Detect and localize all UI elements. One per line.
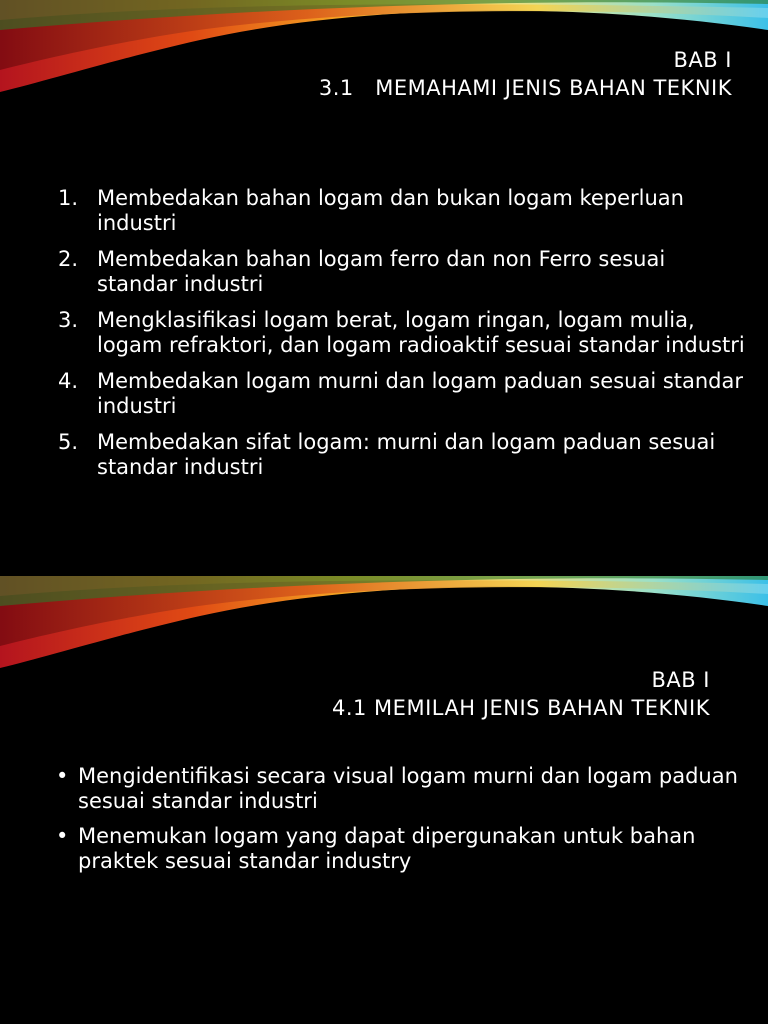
list-item — [56, 824, 746, 874]
list-text: Mengidentifikasi secara visual logam murni dan logam paduan sesuai standar industri — [78, 764, 738, 813]
list-item — [56, 764, 746, 814]
list-item — [50, 247, 750, 297]
competency-list — [50, 186, 750, 491]
slide-2 — [0, 576, 768, 1024]
decorative-swoosh — [0, 576, 768, 676]
list-number: 3. — [58, 308, 79, 332]
slide-1-title: 3.1 MEMAHAMI JENIS BAHAN TEKNIK — [318, 76, 732, 100]
bullet-icon: • — [56, 824, 69, 848]
slide-2-chapter: BAB I — [651, 668, 710, 692]
list-number: 1. — [58, 186, 79, 210]
bullet-list — [56, 764, 746, 884]
list-text: Membedakan bahan logam ferro dan non Ferro sesuai standar industri — [97, 247, 666, 296]
slide-2-heading — [332, 666, 710, 722]
list-text: Menemukan logam yang dapat dipergunakan untuk bahan praktek sesuai standar industry — [78, 824, 696, 873]
list-number: 4. — [58, 369, 79, 393]
list-number: 2. — [58, 247, 79, 271]
slide-2-title: 4.1 MEMILAH JENIS BAHAN TEKNIK — [331, 696, 710, 720]
list-text: Mengklasifikasi logam berat, logam ringan, logam mulia, logam refraktori, dan logam radioaktif sesuai standar industri — [97, 308, 745, 357]
list-text: Membedakan logam murni dan logam paduan sesuai standar industri — [97, 369, 744, 418]
list-item — [50, 369, 750, 419]
list-text: Membedakan bahan logam dan bukan logam keperluan industri — [97, 186, 684, 235]
list-item — [50, 308, 750, 358]
list-item — [50, 430, 750, 480]
list-number: 5. — [58, 430, 79, 454]
list-item — [50, 186, 750, 236]
bullet-icon: • — [56, 764, 69, 788]
list-text: Membedakan sifat logam: murni dan logam paduan sesuai standar industri — [97, 430, 716, 479]
slide-1-chapter: BAB I — [673, 48, 732, 72]
slide-1-heading — [319, 46, 732, 102]
